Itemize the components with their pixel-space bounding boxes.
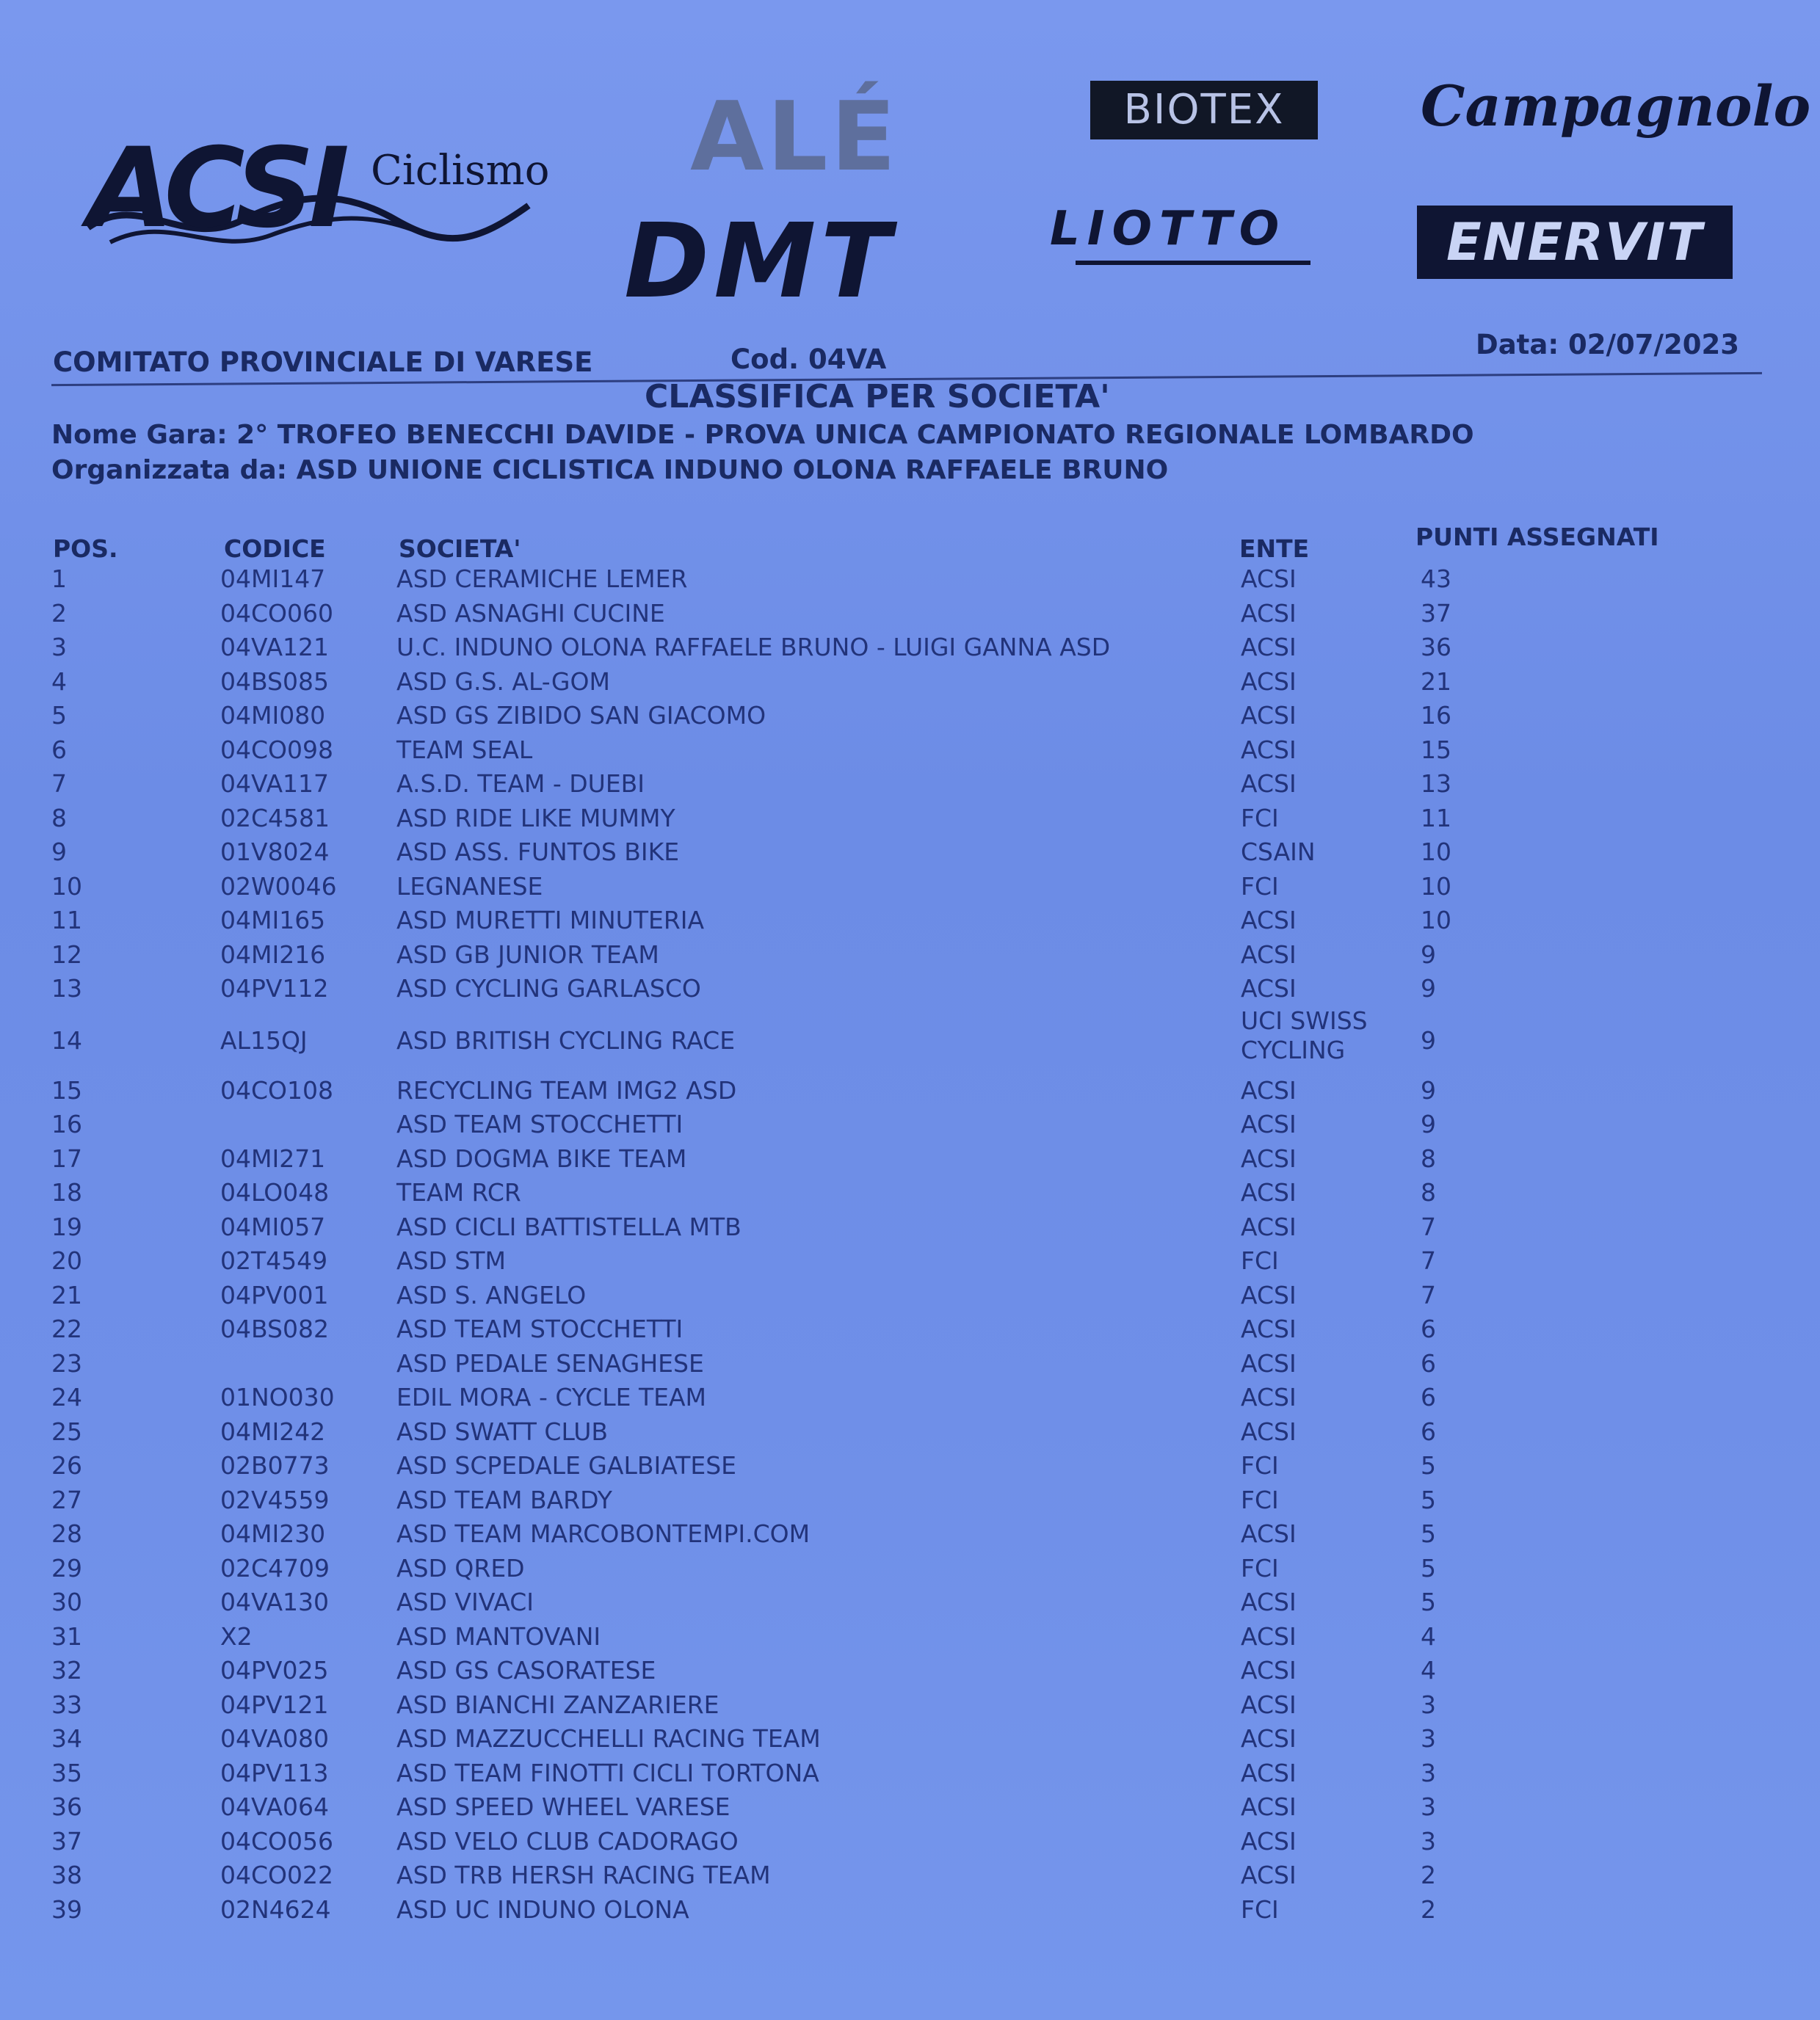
row-codice: 04CO108	[220, 1075, 333, 1105]
table-row	[0, 1555, 1820, 1589]
row-punti: 5	[1421, 1519, 1436, 1548]
row-codice: X2	[220, 1621, 253, 1651]
row-punti: 9	[1421, 1075, 1436, 1105]
table-row	[0, 1077, 1820, 1111]
row-codice: 04MI080	[220, 701, 326, 730]
row-societa: U.C. INDUNO OLONA RAFFAELE BRUNO - LUIGI GANNA ASD	[396, 633, 1111, 661]
row-punti: 16	[1421, 701, 1451, 730]
row-ente: FCI	[1241, 871, 1279, 901]
row-ente: ACSI	[1241, 564, 1297, 593]
row-societa: ASD MANTOVANI	[396, 1621, 601, 1651]
row-societa: ASD STM	[396, 1246, 506, 1275]
row-societa: ASD TEAM STOCCHETTI	[396, 1315, 684, 1343]
row-codice: 02C4581	[220, 803, 330, 832]
row-societa: ASD DOGMA BIKE TEAM	[396, 1144, 687, 1173]
row-societa: TEAM SEAL	[396, 735, 533, 764]
biotex-logo: BIOTEX	[1090, 81, 1318, 139]
liotto-logo: LIOTTO	[1050, 202, 1287, 256]
row-codice: 02W0046	[220, 871, 337, 901]
column-header-societa: SOCIETA'	[399, 534, 521, 563]
row-codice: 04CO098	[220, 735, 333, 764]
row-codice: 02B0773	[220, 1451, 330, 1480]
row-societa: ASD ASS. FUNTOS BIKE	[396, 838, 680, 866]
table-row	[0, 1315, 1820, 1350]
enervit-logo: ENERVIT	[1417, 206, 1733, 279]
row-codice: 04MI242	[220, 1417, 326, 1446]
row-pos: 32	[51, 1656, 82, 1685]
table-row	[0, 1213, 1820, 1248]
row-ente: ACSI	[1241, 1519, 1297, 1548]
row-ente: FCI	[1241, 1451, 1279, 1480]
row-codice: 04CO022	[220, 1861, 333, 1889]
table-row	[0, 838, 1820, 873]
table-row	[0, 1896, 1820, 1930]
committee-name: COMITATO PROVINCIALE DI VARESE	[53, 346, 593, 378]
row-societa: ASD TEAM MARCOBONTEMPI.COM	[396, 1519, 811, 1548]
row-codice: 04VA080	[220, 1724, 330, 1753]
row-codice: 04PV025	[220, 1656, 329, 1685]
table-row	[0, 1725, 1820, 1759]
row-societa: ASD RIDE LIKE MUMMY	[396, 803, 675, 832]
row-pos: 16	[51, 1110, 82, 1138]
row-codice: 04MI165	[220, 906, 326, 934]
row-codice: 04LO048	[220, 1178, 330, 1207]
row-punti: 7	[1421, 1246, 1436, 1275]
table-row	[0, 1486, 1820, 1521]
table-row	[0, 1657, 1820, 1691]
table-row	[0, 1452, 1820, 1486]
row-pos: 20	[51, 1246, 82, 1275]
row-societa: ASD CERAMICHE LEMER	[396, 564, 688, 593]
table-row	[0, 1793, 1820, 1828]
row-codice: 04MI271	[220, 1144, 326, 1173]
row-ente: ACSI	[1241, 598, 1297, 628]
row-ente: FCI	[1241, 1485, 1279, 1514]
row-ente: ACSI	[1241, 1144, 1297, 1173]
table-row	[0, 1861, 1820, 1896]
row-pos: 26	[51, 1451, 82, 1480]
column-header-punti: PUNTI ASSEGNATI	[1415, 523, 1659, 551]
row-societa: ASD SCPEDALE GALBIATESE	[396, 1451, 737, 1480]
acsi-subtitle: Ciclismo	[371, 147, 550, 195]
row-pos: 27	[51, 1485, 82, 1514]
row-pos: 12	[51, 940, 82, 969]
row-societa: ASD UC INDUNO OLONA	[396, 1894, 689, 1924]
row-codice: AL15QJ	[220, 1025, 308, 1055]
row-societa: ASD TRB HERSH RACING TEAM	[396, 1861, 771, 1889]
row-ente: ACSI	[1241, 1075, 1297, 1105]
row-punti: 9	[1421, 940, 1436, 969]
row-codice: 04VA121	[220, 633, 330, 661]
sponsor-logos	[0, 0, 1820, 321]
row-ente: ACSI	[1241, 666, 1297, 696]
row-pos: 18	[51, 1178, 82, 1207]
row-pos: 6	[51, 735, 67, 764]
row-pos: 4	[51, 666, 67, 696]
row-ente: ACSI	[1241, 1621, 1297, 1651]
row-ente: FCI	[1241, 803, 1279, 832]
row-societa: ASD PEDALE SENAGHESE	[396, 1348, 704, 1378]
page-title: CLASSIFICA PER SOCIETA'	[645, 378, 1110, 415]
row-societa: ASD TEAM FINOTTI CICLI TORTONA	[396, 1758, 819, 1787]
row-punti: 6	[1421, 1348, 1436, 1378]
row-pos: 39	[51, 1894, 82, 1924]
row-ente: FCI	[1241, 1553, 1279, 1583]
row-punti: 10	[1421, 871, 1451, 901]
table-row	[0, 1350, 1820, 1384]
row-codice: 04VA117	[220, 769, 330, 798]
table-row	[0, 1828, 1820, 1862]
table-row	[0, 975, 1820, 1009]
row-punti: 8	[1421, 1144, 1436, 1173]
row-pos: 11	[51, 906, 82, 934]
row-codice: 01V8024	[220, 838, 330, 866]
row-ente: FCI	[1241, 1894, 1279, 1924]
row-societa: ASD VIVACI	[396, 1588, 534, 1616]
table-row	[0, 907, 1820, 941]
row-pos: 17	[51, 1144, 82, 1173]
row-ente: ACSI	[1241, 1588, 1297, 1616]
row-societa: ASD CYCLING GARLASCO	[396, 974, 701, 1003]
row-codice: 04BS082	[220, 1315, 329, 1343]
table-row	[0, 1111, 1820, 1145]
row-ente: ACSI	[1241, 940, 1297, 969]
table-row	[0, 736, 1820, 771]
row-societa: ASD SPEED WHEEL VARESE	[396, 1792, 730, 1821]
row-societa: ASD GS CASORATESE	[396, 1656, 656, 1685]
row-pos: 24	[51, 1383, 82, 1412]
row-codice: 04VA064	[220, 1792, 330, 1821]
row-societa: ASD BIANCHI ZANZARIERE	[396, 1690, 719, 1719]
row-punti: 2	[1421, 1861, 1436, 1889]
table-row	[0, 1520, 1820, 1555]
row-ente: ACSI	[1241, 1383, 1297, 1412]
row-pos: 21	[51, 1280, 82, 1309]
dmt-logo: DMT	[624, 202, 896, 321]
table-row	[0, 565, 1820, 600]
row-pos: 25	[51, 1417, 82, 1446]
table-row	[0, 702, 1820, 736]
ale-logo: ALÉ	[690, 81, 899, 192]
row-pos: 19	[51, 1212, 82, 1241]
row-societa: ASD G.S. AL-GOM	[396, 666, 610, 696]
column-header-pos: POS.	[53, 534, 118, 563]
row-punti: 2	[1421, 1894, 1436, 1924]
row-codice: 04BS085	[220, 666, 329, 696]
row-codice: 04PV121	[220, 1690, 329, 1719]
acsi-wordmark: ACSI	[88, 125, 344, 252]
row-punti: 36	[1421, 633, 1451, 661]
row-punti: 3	[1421, 1826, 1436, 1856]
row-societa: ASD SWATT CLUB	[396, 1417, 609, 1446]
row-punti: 6	[1421, 1383, 1436, 1412]
row-punti: 3	[1421, 1758, 1436, 1787]
row-societa: ASD MAZZUCCHELLI RACING TEAM	[396, 1724, 821, 1753]
row-pos: 14	[51, 1025, 82, 1055]
row-pos: 15	[51, 1075, 82, 1105]
row-punti: 21	[1421, 666, 1451, 696]
row-punti: 13	[1421, 769, 1451, 798]
table-row	[0, 600, 1820, 634]
row-punti: 6	[1421, 1315, 1436, 1343]
row-punti: 8	[1421, 1178, 1436, 1207]
row-codice: 01NO030	[220, 1383, 335, 1412]
row-pos: 1	[51, 564, 67, 593]
row-ente: UCI SWISS CYCLING	[1241, 1006, 1368, 1064]
row-codice: 04PV001	[220, 1280, 329, 1309]
row-codice: 04CO056	[220, 1826, 333, 1856]
row-codice: 04MI147	[220, 564, 326, 593]
row-punti: 37	[1421, 598, 1451, 628]
row-societa: ASD VELO CLUB CADORAGO	[396, 1826, 739, 1856]
row-pos: 36	[51, 1792, 82, 1821]
row-punti: 5	[1421, 1451, 1436, 1480]
row-societa: ASD QRED	[396, 1553, 525, 1583]
row-punti: 9	[1421, 1025, 1436, 1055]
committee-code: Cod. 04VA	[730, 344, 887, 375]
row-ente: ACSI	[1241, 974, 1297, 1003]
table-row	[0, 1145, 1820, 1180]
row-pos: 8	[51, 803, 67, 832]
row-societa: ASD ASNAGHI CUCINE	[396, 598, 665, 628]
row-pos: 28	[51, 1519, 82, 1548]
row-codice: 02N4624	[220, 1894, 331, 1924]
row-punti: 5	[1421, 1485, 1436, 1514]
row-pos: 9	[51, 838, 67, 866]
table-row	[0, 873, 1820, 907]
row-societa: RECYCLING TEAM IMG2 ASD	[396, 1075, 737, 1105]
row-societa: ASD CICLI BATTISTELLA MTB	[396, 1212, 742, 1241]
row-ente: ACSI	[1241, 1826, 1297, 1856]
table-row	[0, 1623, 1820, 1657]
row-pos: 33	[51, 1690, 82, 1719]
race-name: Nome Gara: 2° TROFEO BENECCHI DAVIDE - PROVA UNICA CAMPIONATO REGIONALE LOMBARDO	[51, 420, 1474, 450]
row-punti: 10	[1421, 906, 1451, 934]
row-ente: ACSI	[1241, 1690, 1297, 1719]
liotto-underline	[1076, 261, 1310, 265]
row-societa: ASD GB JUNIOR TEAM	[396, 940, 659, 969]
row-pos: 7	[51, 769, 67, 798]
table-row	[0, 941, 1820, 976]
row-ente: ACSI	[1241, 1212, 1297, 1241]
row-societa: A.S.D. TEAM - DUEBI	[396, 769, 645, 798]
row-pos: 22	[51, 1315, 82, 1343]
row-punti: 9	[1421, 1110, 1436, 1138]
row-punti: 6	[1421, 1417, 1436, 1446]
row-punti: 4	[1421, 1621, 1436, 1651]
row-pos: 31	[51, 1621, 82, 1651]
row-codice: 04VA130	[220, 1588, 330, 1616]
table-row	[0, 1418, 1820, 1453]
row-societa: LEGNANESE	[396, 871, 543, 901]
document-date: Data: 02/07/2023	[1476, 329, 1739, 360]
table-row	[0, 1691, 1820, 1726]
row-ente: ACSI	[1241, 1724, 1297, 1753]
row-ente: ACSI	[1241, 1417, 1297, 1446]
row-ente: ACSI	[1241, 1861, 1297, 1889]
row-societa: ASD GS ZIBIDO SAN GIACOMO	[396, 701, 766, 730]
row-ente: ACSI	[1241, 1178, 1297, 1207]
row-societa: EDIL MORA - CYCLE TEAM	[396, 1383, 707, 1412]
row-pos: 13	[51, 974, 82, 1003]
row-pos: 29	[51, 1553, 82, 1583]
row-ente: ACSI	[1241, 1758, 1297, 1787]
row-societa: ASD S. ANGELO	[396, 1280, 587, 1309]
row-societa: ASD MURETTI MINUTERIA	[396, 906, 705, 934]
row-pos: 3	[51, 633, 67, 661]
row-ente: ACSI	[1241, 1348, 1297, 1378]
row-pos: 34	[51, 1724, 82, 1753]
table-row	[0, 1384, 1820, 1418]
campagnolo-logo: Campagnolo	[1421, 73, 1811, 139]
row-pos: 10	[51, 871, 82, 901]
row-punti: 9	[1421, 974, 1436, 1003]
row-pos: 23	[51, 1348, 82, 1378]
row-pos: 37	[51, 1826, 82, 1856]
column-header-codice: CODICE	[224, 534, 326, 563]
row-ente: CSAIN	[1241, 838, 1316, 866]
row-punti: 3	[1421, 1792, 1436, 1821]
table-row	[0, 1247, 1820, 1282]
row-codice: 04PV112	[220, 974, 329, 1003]
row-ente: ACSI	[1241, 633, 1297, 661]
row-ente: ACSI	[1241, 1315, 1297, 1343]
row-punti: 5	[1421, 1553, 1436, 1583]
row-punti: 3	[1421, 1724, 1436, 1753]
race-organizer: Organizzata da: ASD UNIONE CICLISTICA INDUNO OLONA RAFFAELE BRUNO	[51, 455, 1169, 485]
row-societa: ASD TEAM BARDY	[396, 1485, 612, 1514]
row-pos: 2	[51, 598, 67, 628]
row-pos: 30	[51, 1588, 82, 1616]
row-punti: 15	[1421, 735, 1451, 764]
row-ente: ACSI	[1241, 1110, 1297, 1138]
table-row	[0, 1179, 1820, 1213]
row-punti: 43	[1421, 564, 1451, 593]
row-societa: ASD TEAM STOCCHETTI	[396, 1110, 684, 1138]
row-ente: FCI	[1241, 1246, 1279, 1275]
row-pos: 38	[51, 1861, 82, 1889]
row-ente: ACSI	[1241, 701, 1297, 730]
row-punti: 11	[1421, 803, 1451, 832]
row-codice: 04MI216	[220, 940, 326, 969]
table-row	[0, 1282, 1820, 1316]
row-societa: TEAM RCR	[396, 1178, 521, 1207]
row-punti: 10	[1421, 838, 1451, 866]
table-row	[0, 633, 1820, 668]
table-row	[0, 668, 1820, 702]
row-punti: 7	[1421, 1212, 1436, 1241]
row-codice: 02C4709	[220, 1553, 330, 1583]
row-codice: 04CO060	[220, 598, 333, 628]
row-codice: 02V4559	[220, 1485, 330, 1514]
row-ente: ACSI	[1241, 735, 1297, 764]
column-header-ente: ENTE	[1239, 534, 1310, 563]
row-codice: 04MI057	[220, 1212, 326, 1241]
row-ente: ACSI	[1241, 1656, 1297, 1685]
row-pos: 35	[51, 1758, 82, 1787]
row-pos: 5	[51, 701, 67, 730]
row-codice: 04MI230	[220, 1519, 326, 1548]
row-codice: 02T4549	[220, 1246, 328, 1275]
row-ente: ACSI	[1241, 1792, 1297, 1821]
row-codice: 04PV113	[220, 1758, 329, 1787]
row-punti: 4	[1421, 1656, 1436, 1685]
row-punti: 7	[1421, 1280, 1436, 1309]
row-punti: 3	[1421, 1690, 1436, 1719]
table-row	[0, 1759, 1820, 1794]
table-row	[0, 1588, 1820, 1623]
row-societa: ASD BRITISH CYCLING RACE	[396, 1025, 736, 1055]
row-ente: ACSI	[1241, 1280, 1297, 1309]
row-punti: 5	[1421, 1588, 1436, 1616]
table-row	[0, 770, 1820, 804]
table-row	[0, 1006, 1820, 1077]
row-ente: ACSI	[1241, 769, 1297, 798]
table-row	[0, 804, 1820, 839]
row-ente: ACSI	[1241, 906, 1297, 934]
